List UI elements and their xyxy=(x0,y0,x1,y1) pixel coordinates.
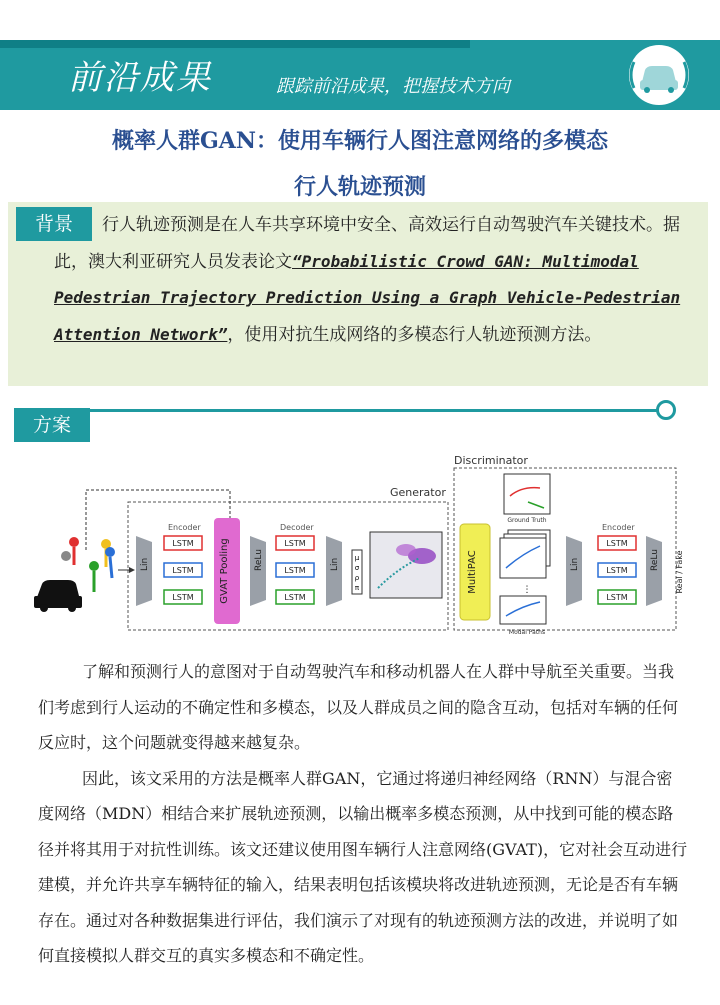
svg-text:LSTM: LSTM xyxy=(606,593,628,602)
svg-text:ReLu: ReLu xyxy=(650,549,660,571)
svg-text:LSTM: LSTM xyxy=(606,539,628,548)
body-paragraph-2: 因此，该文采用的方法是概率人群GAN，它通过将递归神经网络（RNN）与混合密度网络（MDN）相结合来扩展轨迹预测，以输出概率多模态预测，从中找到可能的模态路径并将其用于对抗性训练。该文还建议使用图车辆行人注意网络(GVAT)，它对社会互动进行建模，并允许共享车辆特征的输入，结果表明包括该模块将改进轨迹预测，无论是否有车辆存在。通过对各种数据集进行评估，我们演示了对现有的轨迹预测方法的改进，并说明了如何直接模拟人群交互的真实多模态和不确定性。 xyxy=(38,768,688,965)
svg-text:LSTM: LSTM xyxy=(284,566,306,575)
svg-text:LSTM: LSTM xyxy=(172,593,194,602)
background-outro: ，使用对抗生成网络的多模态行人轨迹预测方法。 xyxy=(227,324,602,345)
paper-title: “Probabilistic Crowd GAN: Multimodal Pedestrian Trajectory Prediction Using a Graph Vehicle-Pedestrian Attention Network” xyxy=(54,251,681,344)
plan-divider xyxy=(88,409,658,412)
background-label: 背景 xyxy=(16,207,92,241)
svg-text:Ground Truth: Ground Truth xyxy=(507,517,547,524)
modal-path-plot-1 xyxy=(500,538,546,578)
svg-text:LSTM: LSTM xyxy=(606,566,628,575)
body-paragraph-1: 了解和预测行人的意图对于自动驾驶汽车和移动机器人在人群中导航至关重要。当我们考虑到行人运动的不确定性和多模态，以及人群成员之间的隐含互动，包括对车辆的任何反应时，这个问题就变得越来越复杂。 xyxy=(38,662,679,752)
body-text xyxy=(38,654,688,974)
svg-text:LSTM: LSTM xyxy=(284,593,306,602)
svg-text:π: π xyxy=(354,584,360,592)
background-text xyxy=(54,208,684,353)
svg-text:LSTM: LSTM xyxy=(284,539,306,548)
svg-text:μ: μ xyxy=(354,554,360,562)
header-slogan: 跟踪前沿成果，把握技术方向 xyxy=(276,76,510,97)
svg-text:⋮: ⋮ xyxy=(522,585,532,595)
svg-text:LSTM: LSTM xyxy=(172,539,194,548)
svg-text:Encoder: Encoder xyxy=(602,523,635,532)
header-banner xyxy=(0,40,720,110)
discriminator-label: Discriminator xyxy=(454,454,528,467)
svg-text:Modal Paths: Modal Paths xyxy=(508,629,546,636)
svg-text:ρ: ρ xyxy=(354,574,360,582)
svg-text:σ: σ xyxy=(354,564,360,572)
svg-text:LSTM: LSTM xyxy=(172,566,194,575)
car-logo-icon xyxy=(616,42,702,108)
svg-text:MultiPAC: MultiPAC xyxy=(467,550,478,594)
modal-path-plot-2 xyxy=(500,596,546,624)
svg-text:Encoder: Encoder xyxy=(168,523,201,532)
architecture-diagram xyxy=(28,450,688,640)
svg-text:GVAT Pooling: GVAT Pooling xyxy=(219,538,230,604)
article-title-line1: 概率人群GAN：使用车辆行人图注意网络的多模态 xyxy=(112,128,608,154)
svg-text:Lin: Lin xyxy=(140,557,150,571)
background-intro: 行人轨迹预测是在人车共享环境中安全、高效运行自动驾驶汽车关键技术。据此，澳大利亚研究人员发表论文 xyxy=(54,215,680,272)
car-icon xyxy=(34,580,82,612)
plan-divider-circle xyxy=(656,400,676,420)
svg-text:Lin: Lin xyxy=(570,557,580,571)
plan-label: 方案 xyxy=(14,408,90,442)
svg-text:ReLu: ReLu xyxy=(254,549,264,571)
header-title: 前沿成果 xyxy=(68,58,212,98)
real-fake-output: Real / Fake xyxy=(675,550,684,594)
svg-text:Lin: Lin xyxy=(330,557,340,571)
article-title-line2: 行人轨迹预测 xyxy=(293,174,426,200)
generator-label: Generator xyxy=(390,486,446,499)
svg-text:Decoder: Decoder xyxy=(280,523,314,532)
header-band-accent xyxy=(0,40,470,48)
